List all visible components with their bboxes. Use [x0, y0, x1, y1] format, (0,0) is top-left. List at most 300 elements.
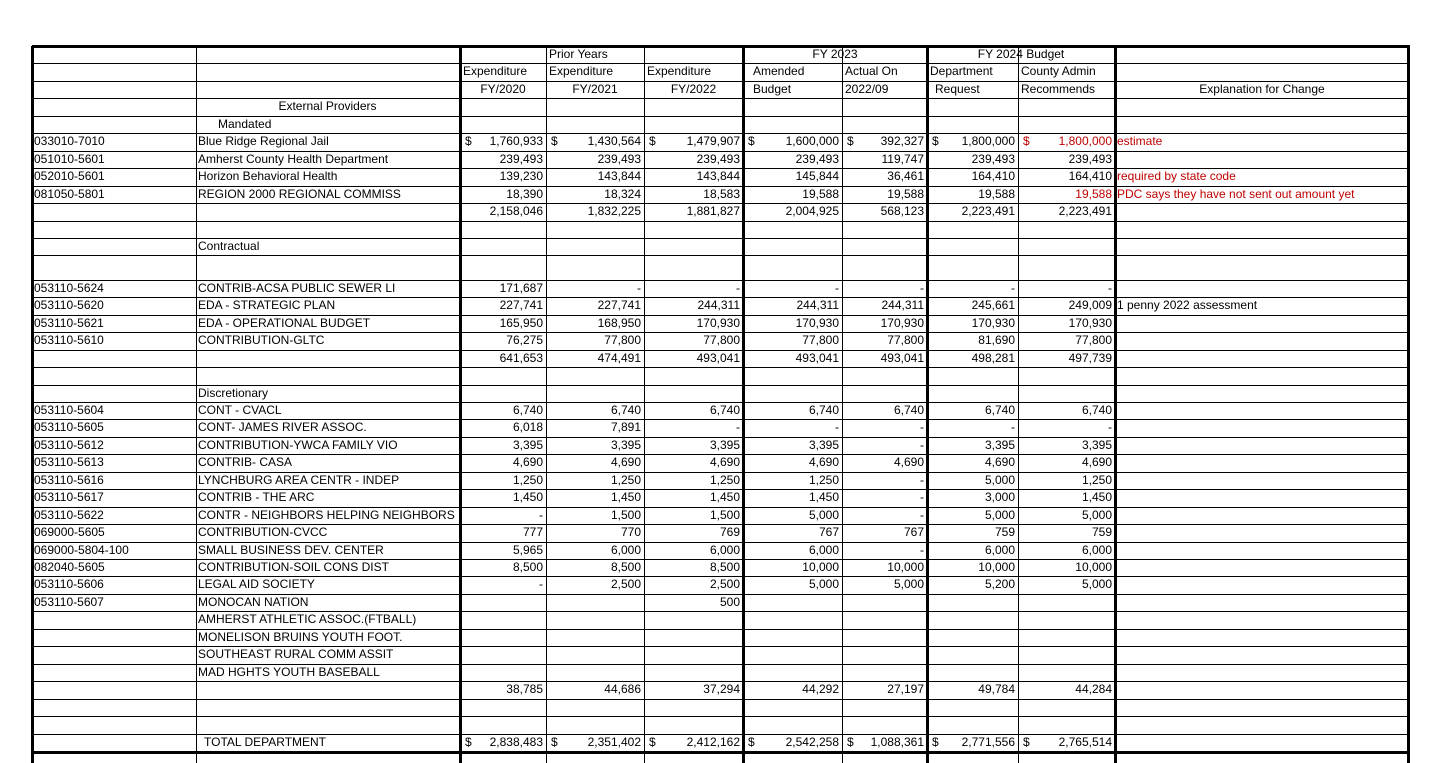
cell-amended [743, 629, 842, 646]
cell-fy2020 [460, 594, 546, 611]
cell-fy2021-value: 7,891 [610, 420, 641, 435]
cell-request [927, 168, 1018, 185]
cell-fy2021 [546, 664, 644, 681]
cell-actual-value: 5,000 [893, 577, 924, 592]
cell-actual-value: - [920, 437, 924, 452]
total-fy2021 [546, 350, 644, 367]
cell-request [927, 524, 1018, 541]
provider-name: CONT- JAMES RIVER ASSOC. [198, 420, 367, 435]
provider-name: Blue Ridge Regional Jail [198, 134, 329, 149]
cell-fy2022 [644, 297, 743, 314]
cell-recommends [1018, 315, 1115, 332]
currency-sign: $ [1023, 134, 1030, 149]
cell-actual-value: 77,800 [887, 333, 924, 348]
total-fy2020-value: 38,785 [506, 682, 543, 697]
cell-request [927, 454, 1018, 471]
table-row [32, 437, 1410, 454]
header-county-admin: County Admin [1021, 64, 1096, 79]
cell-fy2021-value: 3,395 [610, 437, 641, 452]
cell-actual-value: - [920, 420, 924, 435]
cell-fy2022-value: 769 [719, 525, 740, 540]
explanation-note [1115, 437, 1410, 454]
cell-fy2022-value: 500 [719, 594, 740, 609]
cell-recommends-value: 249,009 [1068, 298, 1112, 313]
cell-recommends-value: 1,800,000 [1058, 134, 1112, 149]
cell-fy2021-value: 239,493 [597, 151, 641, 166]
cell-fy2021-value: 2,500 [610, 577, 641, 592]
cell-fy2021 [546, 297, 644, 314]
cell-amended-value: 1,450 [808, 490, 839, 505]
account-code: 053110-5622 [34, 507, 104, 522]
cell-fy2022-value: 18,583 [703, 186, 740, 201]
cell-recommends-value: 19,588 [1075, 186, 1112, 201]
cell-recommends [1018, 280, 1115, 297]
cell-request-value: 4,690 [984, 455, 1015, 470]
explanation-note: PDC says they have not sent out amount yet [1117, 186, 1355, 201]
table-row [32, 629, 1410, 646]
cell-fy2020 [460, 332, 546, 349]
table-row [32, 576, 1410, 593]
total-fy2022-value: 1,881,827 [686, 204, 740, 219]
cell-fy2022-value: 1,250 [709, 472, 740, 487]
cell-fy2022 [644, 489, 743, 506]
cell-request [927, 419, 1018, 436]
cell-actual [842, 664, 927, 681]
header-amended: Amended [753, 64, 805, 79]
cell-actual-value: - [920, 280, 924, 295]
grand-total-amended-value: 2,542,258 [785, 734, 839, 749]
cell-fy2021-value: 8,500 [610, 560, 641, 575]
cell-request [927, 402, 1018, 419]
header-explanation: Explanation for Change [1199, 81, 1325, 96]
provider-name: SMALL BUSINESS DEV. CENTER [198, 542, 384, 557]
account-code: 053110-5607 [34, 594, 104, 609]
cell-fy2022-value: 4,690 [709, 455, 740, 470]
header-fy2024: FY 2024 Budget [977, 47, 1065, 61]
explanation-note [1115, 151, 1410, 168]
total-amended [743, 203, 842, 220]
explanation-note [1115, 402, 1410, 419]
section-external-providers: External Providers [278, 99, 377, 114]
cell-fy2022 [644, 419, 743, 436]
cell-fy2021 [546, 151, 644, 168]
cell-fy2022 [644, 559, 743, 576]
cell-fy2020 [460, 507, 546, 524]
currency-sign: $ [465, 734, 472, 749]
cell-recommends-value: 77,800 [1075, 333, 1112, 348]
grid-line-bottom [32, 751, 1410, 754]
account-code: 053110-5606 [34, 577, 104, 592]
cell-fy2022 [644, 437, 743, 454]
cell-fy2021-value: 1,430,564 [587, 134, 641, 149]
provider-name: LEGAL AID SOCIETY [198, 577, 315, 592]
cell-amended-value: 19,588 [802, 186, 839, 201]
cell-recommends-value: 1,250 [1081, 472, 1112, 487]
cell-fy2020 [460, 629, 546, 646]
budget-spreadsheet [32, 46, 1410, 763]
cell-actual-value: 392,327 [880, 134, 924, 149]
cell-amended-value: - [835, 420, 839, 435]
cell-fy2022-value: 1,479,907 [686, 134, 740, 149]
cell-fy2020 [460, 297, 546, 314]
cell-actual-value: 19,588 [887, 186, 924, 201]
cell-fy2020-value: 1,250 [512, 472, 543, 487]
currency-sign: $ [649, 134, 656, 149]
cell-fy2022-value: 244,311 [697, 298, 740, 313]
explanation-note [1115, 576, 1410, 593]
cell-fy2022 [644, 454, 743, 471]
header-department: Department [930, 64, 993, 79]
cell-amended [743, 646, 842, 663]
cell-fy2022-value: 77,800 [703, 333, 740, 348]
cell-request [927, 576, 1018, 593]
cell-amended [743, 542, 842, 559]
cell-recommends [1018, 524, 1115, 541]
total-request [927, 350, 1018, 367]
cell-amended [743, 507, 842, 524]
currency-sign: $ [465, 134, 472, 149]
cell-amended [743, 186, 842, 203]
cell-amended-value: 77,800 [802, 333, 839, 348]
cell-actual [842, 507, 927, 524]
cell-fy2022-value: 1,450 [709, 490, 740, 505]
section-discretionary-row [32, 385, 1410, 402]
cell-fy2021 [546, 168, 644, 185]
total-fy2022 [644, 203, 743, 220]
cell-request [927, 297, 1018, 314]
cell-fy2020 [460, 151, 546, 168]
cell-recommends [1018, 594, 1115, 611]
cell-fy2021 [546, 437, 644, 454]
explanation-note [1115, 454, 1410, 471]
cell-fy2020-value: 777 [522, 525, 543, 540]
table-row [32, 472, 1410, 489]
account-code: 053110-5616 [34, 472, 104, 487]
cell-amended-value: - [835, 280, 839, 295]
account-code [32, 611, 196, 628]
cell-amended-value: 1,250 [808, 472, 839, 487]
cell-request-value: 6,740 [984, 402, 1015, 417]
cell-amended [743, 454, 842, 471]
grand-total-fy2021-value: 2,351,402 [587, 734, 641, 749]
cell-fy2020-value: 227,741 [499, 298, 543, 313]
cell-fy2020-value: 6,018 [512, 420, 543, 435]
cell-amended [743, 315, 842, 332]
cell-request-value: 5,000 [984, 472, 1015, 487]
cell-amended-value: 239,493 [795, 151, 839, 166]
cell-request [927, 472, 1018, 489]
provider-name: CONT - CVACL [198, 402, 282, 417]
cell-request-value: 6,000 [984, 542, 1015, 557]
cell-recommends [1018, 646, 1115, 663]
cell-actual [842, 576, 927, 593]
cell-request-value: 81,690 [978, 333, 1015, 348]
cell-amended-value: 767 [818, 525, 839, 540]
cell-amended [743, 133, 842, 150]
total-request [927, 203, 1018, 220]
cell-fy2021 [546, 542, 644, 559]
grid-line [32, 221, 1410, 222]
header-fy2023: FY 2023 [812, 47, 858, 61]
total-fy2020-value: 2,158,046 [489, 204, 543, 219]
provider-name: CONTRIBUTION-SOIL CONS DIST [198, 560, 389, 575]
cell-fy2022-value: 3,395 [709, 437, 740, 452]
cell-fy2020-value: 239,493 [499, 151, 543, 166]
cell-recommends [1018, 151, 1115, 168]
account-code: 052010-5601 [34, 169, 105, 184]
cell-request [927, 507, 1018, 524]
total-fy2022-value: 493,041 [696, 350, 740, 365]
cell-amended [743, 437, 842, 454]
cell-fy2020-value: 1,450 [512, 490, 543, 505]
cell-recommends-value: 5,000 [1081, 507, 1112, 522]
cell-amended-value: 6,740 [808, 402, 839, 417]
cell-fy2022 [644, 168, 743, 185]
explanation-note [1115, 332, 1410, 349]
explanation-note [1115, 419, 1410, 436]
header-fy2020: FY/2020 [480, 81, 526, 96]
cell-request-value: 1,800,000 [961, 134, 1015, 149]
total-actual [842, 350, 927, 367]
cell-request [927, 151, 1018, 168]
cell-fy2022 [644, 315, 743, 332]
cell-actual-value: 6,740 [893, 402, 924, 417]
cell-request [927, 133, 1018, 150]
cell-request [927, 489, 1018, 506]
cell-actual-value: - [920, 542, 924, 557]
provider-name: CONTRIB - THE ARC [198, 490, 315, 505]
grand-total-fy2021 [546, 734, 644, 751]
account-code: 051010-5601 [34, 151, 105, 166]
cell-recommends [1018, 489, 1115, 506]
cell-actual [842, 472, 927, 489]
header-budget: Budget [753, 81, 792, 96]
cell-fy2021 [546, 646, 644, 663]
cell-fy2020-value: 3,395 [512, 437, 543, 452]
explanation-note [1115, 524, 1410, 541]
provider-name: LYNCHBURG AREA CENTR - INDEP [198, 472, 400, 487]
cell-request [927, 186, 1018, 203]
grand-total-fy2020-value: 2,838,483 [489, 734, 543, 749]
provider-name: EDA - OPERATIONAL BUDGET [198, 315, 371, 330]
cell-fy2021-value: 1,450 [610, 490, 641, 505]
currency-sign: $ [649, 734, 656, 749]
cell-fy2022 [644, 629, 743, 646]
cell-fy2021-value: 168,950 [597, 315, 641, 330]
cell-fy2020 [460, 611, 546, 628]
cell-fy2020-value: 8,500 [512, 560, 543, 575]
cell-fy2020 [460, 489, 546, 506]
total-amended [743, 350, 842, 367]
cell-actual [842, 646, 927, 663]
cell-amended [743, 576, 842, 593]
account-code: 053110-5604 [34, 402, 104, 417]
cell-fy2022-value: 6,000 [709, 542, 740, 557]
cell-fy2021-value: 18,324 [604, 186, 641, 201]
cell-fy2020-value: 1,760,933 [489, 134, 543, 149]
explanation-note [1115, 664, 1410, 681]
cell-fy2021 [546, 315, 644, 332]
total-request-value: 2,223,491 [961, 204, 1015, 219]
cell-amended [743, 280, 842, 297]
cell-fy2020 [460, 315, 546, 332]
table-row [32, 332, 1410, 349]
table-row [32, 402, 1410, 419]
cell-recommends-value: 759 [1091, 525, 1112, 540]
cell-amended-value: 4,690 [808, 455, 839, 470]
explanation-note [1115, 629, 1410, 646]
cell-actual-value: - [920, 472, 924, 487]
total-recommends-value: 497,739 [1068, 350, 1112, 365]
account-code: 053110-5620 [34, 298, 104, 313]
cell-recommends-value: 6,000 [1081, 542, 1112, 557]
total-fy2020 [460, 350, 546, 367]
total-recommends [1018, 350, 1115, 367]
explanation-note: required by state code [1117, 169, 1236, 184]
cell-fy2020-value: 76,275 [506, 333, 543, 348]
cell-request-value: 5,000 [984, 507, 1015, 522]
cell-fy2022 [644, 151, 743, 168]
cell-recommends-value: - [1108, 280, 1112, 295]
header-fy2021: FY/2021 [572, 81, 618, 96]
total-amended-value: 493,041 [795, 350, 839, 365]
grand-total-amended [743, 734, 842, 751]
cell-fy2022 [644, 186, 743, 203]
cell-fy2020-value: 139,230 [499, 169, 543, 184]
provider-name: CONTRIB- CASA [198, 455, 293, 470]
header-expenditure-fy2022: Expenditure [647, 64, 712, 79]
cell-request-value: 239,493 [971, 151, 1015, 166]
header-recommends: Recommends [1021, 81, 1096, 96]
account-code [32, 629, 196, 646]
total-actual [842, 203, 927, 220]
cell-fy2020 [460, 402, 546, 419]
currency-sign: $ [551, 734, 558, 749]
cell-fy2022 [644, 576, 743, 593]
total-fy2021-value: 474,491 [597, 350, 641, 365]
currency-sign: $ [1023, 734, 1030, 749]
account-code: 053110-5612 [34, 437, 104, 452]
total-request-value: 498,281 [971, 350, 1015, 365]
cell-request-value: 10,000 [978, 560, 1015, 575]
cell-actual [842, 629, 927, 646]
cell-recommends-value: 1,450 [1081, 490, 1112, 505]
section-mandated: Mandated [218, 116, 272, 131]
cell-request [927, 559, 1018, 576]
total-amended-value: 44,292 [802, 682, 839, 697]
provider-name: CONTRIB-ACSA PUBLIC SEWER LI [198, 280, 396, 295]
cell-request-value: 19,588 [978, 186, 1015, 201]
currency-sign: $ [932, 734, 939, 749]
cell-fy2022 [644, 542, 743, 559]
cell-recommends [1018, 576, 1115, 593]
grid-line [32, 255, 1410, 256]
cell-amended [743, 559, 842, 576]
cell-fy2020 [460, 186, 546, 203]
cell-fy2022-value: 143,844 [696, 169, 740, 184]
total-recommends [1018, 681, 1115, 698]
grid-line [32, 699, 1410, 700]
account-code: 053110-5621 [34, 315, 104, 330]
cell-actual [842, 524, 927, 541]
table-row [32, 542, 1410, 559]
cell-request [927, 664, 1018, 681]
total-fy2022 [644, 350, 743, 367]
cell-amended-value: 5,000 [808, 577, 839, 592]
cell-actual-value: 170,930 [880, 315, 924, 330]
account-code: 033010-7010 [34, 134, 105, 149]
explanation-note [1115, 594, 1410, 611]
total-actual-value: 568,123 [880, 204, 924, 219]
cell-recommends-value: 5,000 [1081, 577, 1112, 592]
total-fy2021 [546, 681, 644, 698]
cell-recommends [1018, 611, 1115, 628]
total-fy2020-value: 641,653 [499, 350, 543, 365]
cell-fy2021-value: 6,740 [610, 402, 641, 417]
cell-fy2020 [460, 524, 546, 541]
currency-sign: $ [551, 134, 558, 149]
grand-total-request [927, 734, 1018, 751]
cell-request-value: 170,930 [971, 315, 1015, 330]
cell-fy2020-value: 165,950 [499, 315, 543, 330]
cell-amended [743, 594, 842, 611]
account-code: 053110-5605 [34, 420, 104, 435]
cell-request [927, 437, 1018, 454]
account-code: 081050-5801 [34, 186, 105, 201]
section-discretionary: Discretionary [198, 385, 269, 400]
grand-total-actual-value: 1,088,361 [870, 734, 924, 749]
explanation-note [1115, 315, 1410, 332]
cell-request [927, 646, 1018, 663]
explanation-note [1115, 489, 1410, 506]
explanation-note [1115, 646, 1410, 663]
cell-actual [842, 419, 927, 436]
explanation-note [1115, 611, 1410, 628]
cell-recommends-value: 239,493 [1068, 151, 1112, 166]
cell-recommends [1018, 437, 1115, 454]
currency-sign: $ [932, 134, 939, 149]
cell-actual-value: 767 [903, 525, 924, 540]
cell-amended-value: 3,395 [808, 437, 839, 452]
total-fy2022-value: 37,294 [703, 682, 740, 697]
cell-request-value: - [1011, 280, 1015, 295]
table-row [32, 646, 1410, 663]
cell-fy2020-value: 171,687 [499, 280, 543, 295]
provider-name: CONTRIBUTION-GLTC [198, 333, 325, 348]
cell-fy2022 [644, 611, 743, 628]
cell-request-value: 164,410 [971, 169, 1015, 184]
cell-actual [842, 133, 927, 150]
cell-fy2021 [546, 133, 644, 150]
table-row [32, 507, 1410, 524]
cell-fy2020-value: 5,965 [512, 542, 543, 557]
cell-fy2022-value: 1,500 [709, 507, 740, 522]
grid-line [32, 716, 1410, 717]
cell-actual [842, 402, 927, 419]
cell-amended-value: 10,000 [802, 560, 839, 575]
cell-recommends [1018, 332, 1115, 349]
total-fy2020 [460, 681, 546, 698]
cell-fy2021 [546, 559, 644, 576]
grand-total-fy2022 [644, 734, 743, 751]
cell-recommends [1018, 472, 1115, 489]
cell-fy2022 [644, 594, 743, 611]
cell-fy2022-value: 239,493 [696, 151, 740, 166]
cell-amended [743, 297, 842, 314]
table-row [32, 280, 1410, 297]
cell-fy2020 [460, 419, 546, 436]
cell-request [927, 315, 1018, 332]
